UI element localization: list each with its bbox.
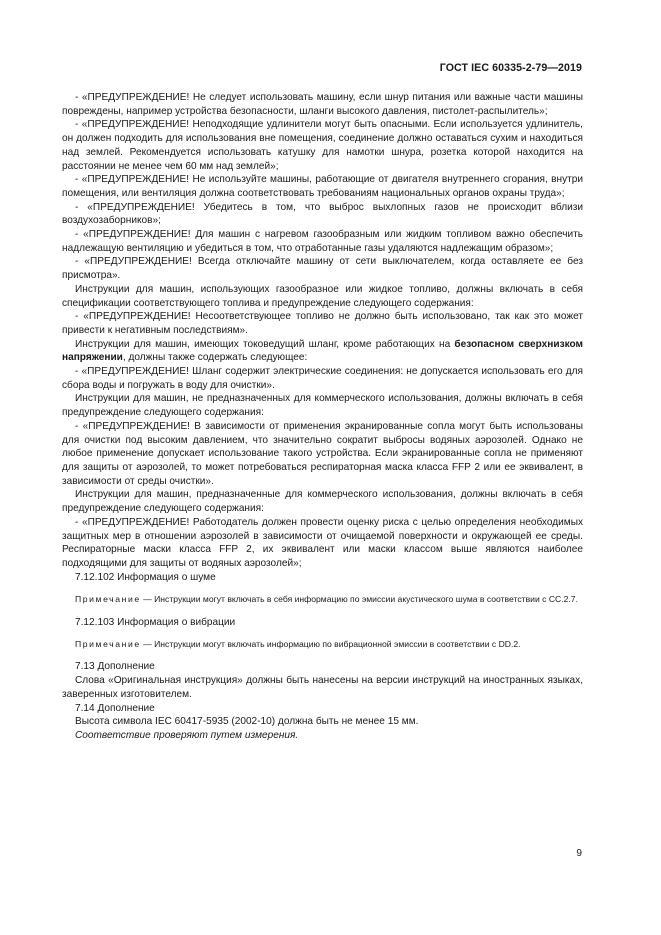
note-noise-label: Примечание — [75, 594, 141, 605]
warning-combustion-engine: - «ПРЕДУПРЕЖДЕНИЕ! Не используйте машины, работающие от двигателя внутреннего сгорания, внутри помещения, или вентиляция должна соответствовать требованиям национальных органов охраны труда»; — [62, 174, 583, 199]
note-vibration-label: Примечание — [75, 639, 141, 650]
live-hose-text-start: Инструкции для машин, имеющих токоведущий шланг, кроме работающих на — [75, 338, 455, 350]
warning-hose: - «ПРЕДУПРЕЖДЕНИЕ! Шланг содержит электрические соединения: не допускается использовать его для сбора воды и погружать в воду для очистки». — [62, 366, 583, 391]
compliance-check-text: Соответствие проверяют путем измерения. — [75, 729, 299, 741]
warning-fuel: - «ПРЕДУПРЕЖДЕНИЕ! Несоответствующее топливо не должно быть использовано, так как это может привести к негативным последствиям». — [62, 311, 583, 336]
page-number: 9 — [576, 848, 582, 859]
live-hose-bold-term: безопасном сверхнизком напряжении — [62, 338, 583, 364]
live-hose-instructions — [62, 338, 583, 365]
section-vibration-info: 7.12.103 Информация о вибрации — [75, 616, 236, 628]
warning-disconnect: - «ПРЕДУПРЕЖДЕНИЕ! Всегда отключайте машину от сети выключателем, когда оставляете ее без присмотра». — [62, 256, 583, 282]
note-vibration — [62, 638, 583, 651]
non-commercial-instructions: Инструкции для машин, не предназначенных для коммерческого использования, должны включать в себя предупреждение следующего содержания: — [62, 393, 583, 419]
live-hose-text-end: , должны также содержать следующее: — [122, 352, 308, 364]
fuel-instructions: Инструкции для машин, использующих газообразное или жидкое топливо, должны включать в себя спецификации соответствующего топлива и предупреждение следующего содержания: — [62, 283, 583, 309]
warning-power-cord: - «ПРЕДУПРЕЖДЕНИЕ! Не следует использовать машину, если шнур питания или важные части машины повреждены, например устройства безопасности, шланги высокого давления, пистолет-распылитель»; — [62, 92, 583, 117]
document-body — [62, 91, 583, 743]
commercial-instructions: Инструкции для машин, предназначенные для коммерческого использования, должны включать в себя предупреждение следующего содержания: — [62, 489, 583, 515]
document-standard-header: ГОСТ IEC 60335-2-79—2019 — [439, 62, 582, 74]
note-noise-text: — Инструкции могут включать в себя информацию по эмиссии акустического шума в соответствии с CC.2.7. — [140, 594, 578, 605]
warning-shielded-nozzles: - «ПРЕДУПРЕЖДЕНИЕ! В зависимости от применения экранированные сопла могут быть использованы для очистки под высоким давлением, что значительно сократит выбросы водяных аэрозолей. Однако не любое применение допускает использование такого устройства. Если экранированные сопла не применяют для защиты от аэрозолей, то может потребоваться респираторная маска класса FFP 2 или ее эквивалент, в зависимости от среды очистки». — [62, 420, 583, 487]
symbol-height-text: Высота символа IEC 60417-5935 (2002-10) должна быть не менее 15 мм. — [75, 716, 419, 728]
warning-exhaust-gases: - «ПРЕДУПРЕЖДЕНИЕ! Убедитесь в том, что выброс выхлопных газов не происходит вблизи воздухозаборников»; — [62, 201, 583, 227]
warning-risk-assessment: - «ПРЕДУПРЕЖДЕНИЕ! Работодатель должен провести оценку риска с целью определения необходимых защитных мер в отношении аэрозолей в зависимости от очищаемой поверхности и окружающей ее среды. Респираторные маски класса FFP 2, их эквивалент или маски классом выше являются наиболее подходящими для защиты от водяных аэрозолей»; — [62, 516, 583, 569]
original-instruction-text: Слова «Оригинальная инструкция» должны быть нанесены на версии инструкций на иностранных языках, заверенных изготовителем. — [62, 675, 583, 700]
section-addition-7-14: 7.14 Дополнение — [75, 702, 155, 714]
warning-ventilation: - «ПРЕДУПРЕЖДЕНИЕ! Для машин с нагревом газообразным или жидким топливом важно обеспечить надлежащую вентиляцию и убедиться в том, что отработанные газы удаляются надлежащим образом»; — [62, 229, 583, 254]
section-addition-7-13: 7.13 Дополнение — [75, 661, 155, 673]
section-noise-info: 7.12.102 Информация о шуме — [75, 571, 216, 583]
note-noise — [62, 593, 583, 606]
warning-extension-cords: - «ПРЕДУПРЕЖДЕНИЕ! Неподходящие удлинители могут быть опасными. Если используется удлинитель, он должен подходить для использования вне помещения, соединение должно оставаться сухим и находиться над землей. Рекомендуется использовать катушку для намотки шнура, розетка которой находится на расстоянии не менее чем 60 мм над землей»; — [62, 119, 583, 172]
note-vibration-text: — Инструкции могут включать информацию по вибрационной эмиссии в соответствии с DD.2. — [140, 639, 521, 650]
